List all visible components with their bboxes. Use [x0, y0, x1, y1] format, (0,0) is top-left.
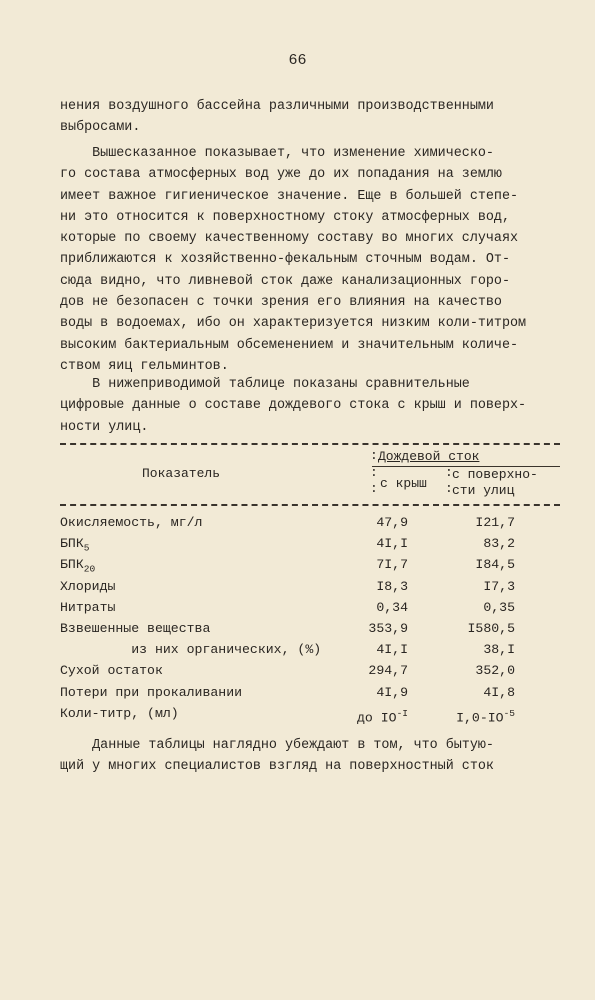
value-street: I84,5: [475, 557, 515, 573]
value-roof: 4I,I: [376, 642, 408, 658]
header-streets-line2: сти улиц: [452, 483, 515, 498]
value-roof: 7I,7: [376, 557, 408, 573]
value-street: I21,7: [475, 515, 515, 530]
column-separator: :: [445, 481, 453, 496]
text-line: воды в водоемах, ибо он характеризуется низким коли-титром: [60, 316, 527, 332]
table-row: [60, 597, 560, 618]
value-street: 4I,8: [483, 684, 515, 700]
row-name: Нитраты: [60, 599, 116, 615]
table-row: [60, 618, 560, 639]
row-name: Коли-титр, (мл): [60, 705, 179, 721]
text-line: цифровые данные о составе дождевого стока с крыш и поверх-: [60, 398, 527, 414]
text-line: ности улиц.: [60, 419, 149, 435]
paragraph-2: [60, 143, 560, 377]
value-roof: 4I,9: [376, 684, 408, 700]
text-line: Данные таблицы наглядно убеждают в том, что бытую-: [60, 738, 494, 753]
value-street-base: I,0-IO: [456, 710, 504, 726]
table-row: [60, 533, 560, 554]
page-number: 66: [288, 52, 307, 69]
value-roof-exponent: -I: [396, 707, 408, 719]
table-row: [60, 639, 560, 660]
text-line: дов не безопасен с точки зрения его влияния на качество: [60, 295, 502, 311]
row-name: из них органических, (%): [60, 642, 322, 658]
row-name-text: БПК: [60, 536, 84, 552]
table-row: [60, 682, 560, 703]
text-line: щий у многих специалистов взгляд на поверхностный сток: [60, 759, 494, 775]
text-line: Вышесказанное показывает, что изменение химическо-: [60, 146, 494, 161]
value-street: 0,35: [483, 599, 515, 615]
header-streets-line1: с поверхно-: [452, 467, 538, 482]
text-line: нения воздушного бассейна различными производственными: [60, 99, 494, 114]
value-roof: I8,3: [376, 578, 408, 594]
value-roof: 353,9: [368, 620, 408, 636]
header-rain-runoff: Дождевой сток: [378, 449, 480, 464]
text-line: приближаются к хозяйственно-фекальным сточным водам. От-: [60, 252, 510, 268]
header-streets: [452, 467, 538, 499]
table-body: [60, 512, 560, 724]
column-separator: :: [445, 465, 453, 480]
value-roof: 47,9: [376, 515, 408, 530]
value-street: 352,0: [475, 663, 515, 679]
header-roofs: с крыш: [380, 476, 427, 491]
text-line: высоким бактериальным обсеменением и значительным количе-: [60, 337, 519, 353]
table-header-rule: [60, 504, 560, 506]
text-line: имеет важное гигиеническое значение. Еще в большей степе-: [60, 188, 519, 204]
column-separator: :: [370, 448, 378, 463]
text-line: ни это относится к поверхностному стоку атмосферных вод,: [60, 209, 510, 225]
value-roof: 4I,I: [376, 536, 408, 552]
header-parameter: Показатель: [142, 466, 221, 481]
value-roof: [357, 703, 408, 729]
value-roof: 0,34: [376, 599, 408, 615]
value-street-exponent: -5: [503, 707, 515, 719]
column-separator: :: [370, 481, 378, 496]
row-name-subscript: 20: [83, 564, 96, 576]
value-roof-base: до IO: [357, 710, 397, 726]
paragraph-3: [60, 374, 560, 438]
text-line: В нижеприводимой таблице показаны сравнительные: [60, 377, 470, 392]
paragraph-1: [60, 96, 560, 139]
table-row: [60, 512, 560, 533]
value-street: 38,I: [483, 642, 515, 658]
row-name: Сухой остаток: [60, 663, 163, 679]
value-street: 83,2: [483, 536, 515, 552]
row-name: Окисляемость, мг/л: [60, 515, 203, 530]
value-street: [456, 703, 515, 729]
text-line: выбросами.: [60, 120, 141, 136]
table-row: [60, 554, 560, 575]
row-name-text: БПК: [60, 557, 84, 573]
table-row: [60, 703, 560, 724]
paragraph-4: [60, 735, 560, 778]
text-line: сюда видно, что ливневой сток даже канализационных горо-: [60, 273, 510, 289]
table-top-rule: [60, 443, 560, 445]
text-line: которые по своему качественному составу во многих случаях: [60, 231, 519, 247]
column-separator: :: [370, 465, 378, 480]
value-roof: 294,7: [368, 663, 408, 679]
text-line: го состава атмосферных вод уже до их попадания на землю: [60, 167, 502, 183]
value-street: I580,5: [467, 620, 515, 636]
value-street: I7,3: [483, 578, 515, 594]
table-row: [60, 660, 560, 681]
table-row: [60, 576, 560, 597]
row-name-subscript: 5: [83, 542, 90, 554]
row-name: Потери при прокаливании: [60, 684, 243, 700]
row-name: Хлориды: [60, 578, 116, 594]
text-line: ством яиц гельминтов.: [60, 358, 229, 374]
row-name: Взвешенные вещества: [60, 620, 211, 636]
